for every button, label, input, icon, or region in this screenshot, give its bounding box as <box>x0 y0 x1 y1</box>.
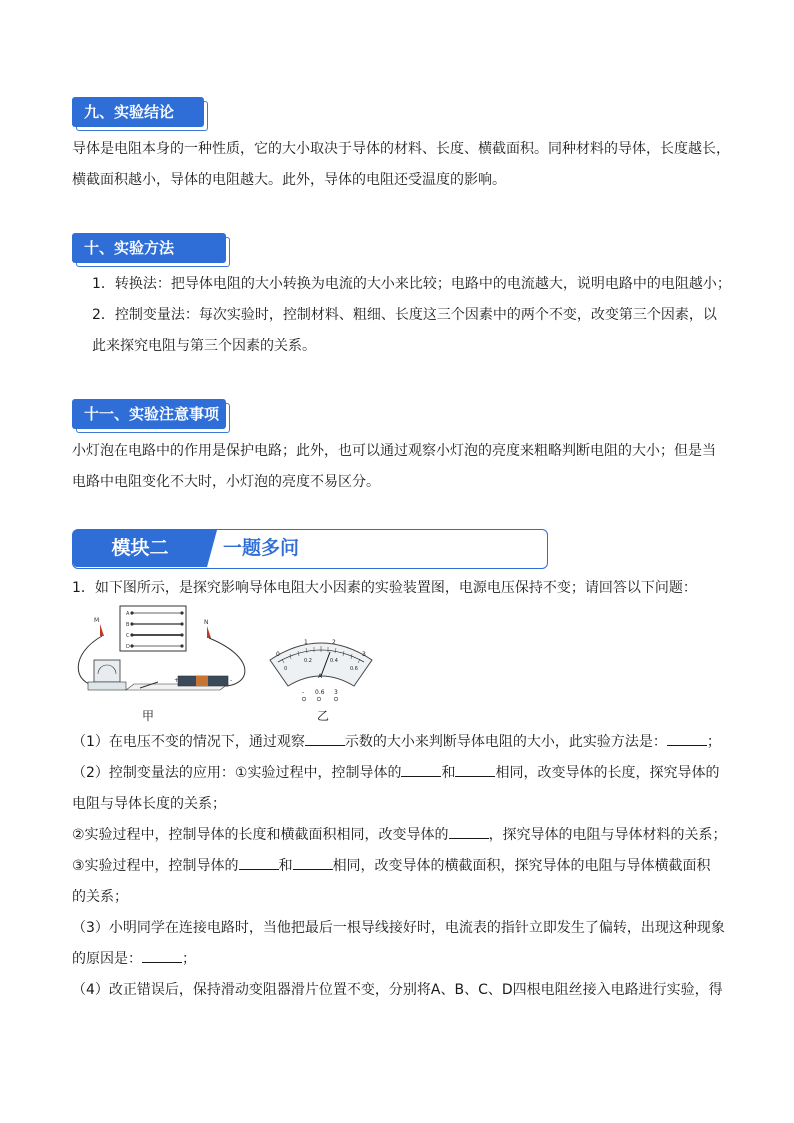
terminal-3: 3 <box>334 689 338 696</box>
dial-bottom-2: 0.4 <box>330 658 338 664</box>
wire-label-d: D <box>126 644 130 650</box>
answer-blank[interactable] <box>142 948 182 963</box>
question-3-cont: 的原因是： ； <box>72 944 736 975</box>
dial-top-3: 3 <box>362 651 366 658</box>
dial-top-1: 1 <box>304 639 308 646</box>
svg-text:-: - <box>230 677 233 684</box>
section-9-text <box>72 134 732 196</box>
wire-label-c: C <box>126 633 130 639</box>
figure-b-caption: 乙 <box>317 709 330 723</box>
question-2-cont: 电阻与导体长度的关系； <box>72 796 226 812</box>
answer-blank[interactable] <box>667 731 707 746</box>
question-parts <box>72 727 736 1006</box>
question-2-part3-cont: 的关系； <box>72 889 128 905</box>
svg-text:+: + <box>174 677 180 684</box>
clip-n-label: N <box>204 619 209 626</box>
question-intro-text: 1．如下图所示，是探究影响导体电阻大小因素的实验装置图，电源电压保持不变；请回答以下问题： <box>72 580 697 596</box>
dial-bottom-0: 0 <box>284 666 288 672</box>
dial-bottom-1: 0.2 <box>304 658 312 664</box>
answer-blank[interactable] <box>305 731 345 746</box>
section-10-header <box>72 233 226 263</box>
question-2-part3: ③实验过程中，控制导体的 和 相同，改变导体的横截面积，探究导体的电阻与导体横截面积 <box>72 851 736 882</box>
section-10-text <box>92 269 742 362</box>
section-9-header <box>72 97 204 127</box>
module-banner <box>72 529 548 569</box>
section-11-title: 十一、实验注意事项 <box>72 399 226 429</box>
clip-m-label: M <box>94 617 100 624</box>
question-intro <box>72 573 732 604</box>
question-4: （4）改正错误后，保持滑动变阻器滑片位置不变，分别将A、B、C、D四根电阻丝接入电路进行实验，得 <box>72 982 723 998</box>
question-2-part2: ②实验过程中，控制导体的长度和横截面积相同，改变导体的 ，探究导体的电阻与导体材料的关系； <box>72 820 736 851</box>
paragraph-line: 小灯泡在电路中的作用是保护电路；此外，也可以通过观察小灯泡的亮度来粗略判断电阻的大小；但是当 <box>72 443 716 459</box>
list-item-continued: 此来探究电阻与第三个因素的关系。 <box>92 338 316 354</box>
paragraph-line: 横截面积越小，导体的电阻越大。此外，导体的电阻还受温度的影响。 <box>72 172 506 188</box>
module-label: 模块二 <box>73 530 207 567</box>
wire-label-b: B <box>126 622 130 628</box>
list-item: 2．控制变量法：每次实验时，控制材料、粗细、长度这三个因素中的两个不变，改变第三个因素，以 <box>92 307 717 323</box>
figure-a-caption: 甲 <box>142 709 155 723</box>
terminal-06: 0.6 <box>315 689 325 696</box>
dial-bottom-3: 0.6 <box>350 666 358 672</box>
answer-blank[interactable] <box>293 855 333 870</box>
module-title: 一题多问 <box>223 537 300 559</box>
paragraph-line: 导体是电阻本身的一种性质，它的大小取决于导体的材料、长度、横截面积。同种材料的导体，长度越长， <box>72 141 730 157</box>
question-1: （1）在电压不变的情况下，通过观察 示数的大小来判断导体电阻的大小，此实验方法是： ； <box>72 727 736 758</box>
list-item: 1．转换法：把导体电阻的大小转换为电流的大小来比较；电路中的电流越大，说明电路中的电阻越小； <box>92 276 731 292</box>
answer-blank[interactable] <box>449 824 489 839</box>
wire-label-a: A <box>126 611 130 617</box>
section-10-title: 十、实验方法 <box>72 233 226 263</box>
answer-blank[interactable] <box>401 762 441 777</box>
answer-blank[interactable] <box>239 855 279 870</box>
terminal-neg: - <box>302 689 305 696</box>
question-2: （2）控制变量法的应用：①实验过程中，控制导体的 和 相同，改变导体的长度，探究导体的 <box>72 758 736 789</box>
circuit-figure <box>70 604 260 700</box>
ammeter-icon <box>94 660 120 682</box>
question-3: （3）小明同学在连接电路时，当他把最后一根导线接好时，电流表的指针立即发生了偏转，出现这种现象 <box>72 920 725 936</box>
paragraph-line: 电路中电阻变化不大时，小灯泡的亮度不易区分。 <box>72 474 380 490</box>
dial-top-2: 2 <box>332 639 336 646</box>
section-11-header <box>72 399 226 429</box>
ammeter-dial-figure <box>266 632 376 702</box>
section-9-title: 九、实验结论 <box>72 97 204 127</box>
section-11-text <box>72 436 732 498</box>
answer-blank[interactable] <box>455 762 495 777</box>
dial-top-0: 0 <box>276 651 280 658</box>
clip-n-icon <box>207 626 211 638</box>
clip-m-icon <box>100 624 104 636</box>
dial-unit: A <box>318 673 323 680</box>
